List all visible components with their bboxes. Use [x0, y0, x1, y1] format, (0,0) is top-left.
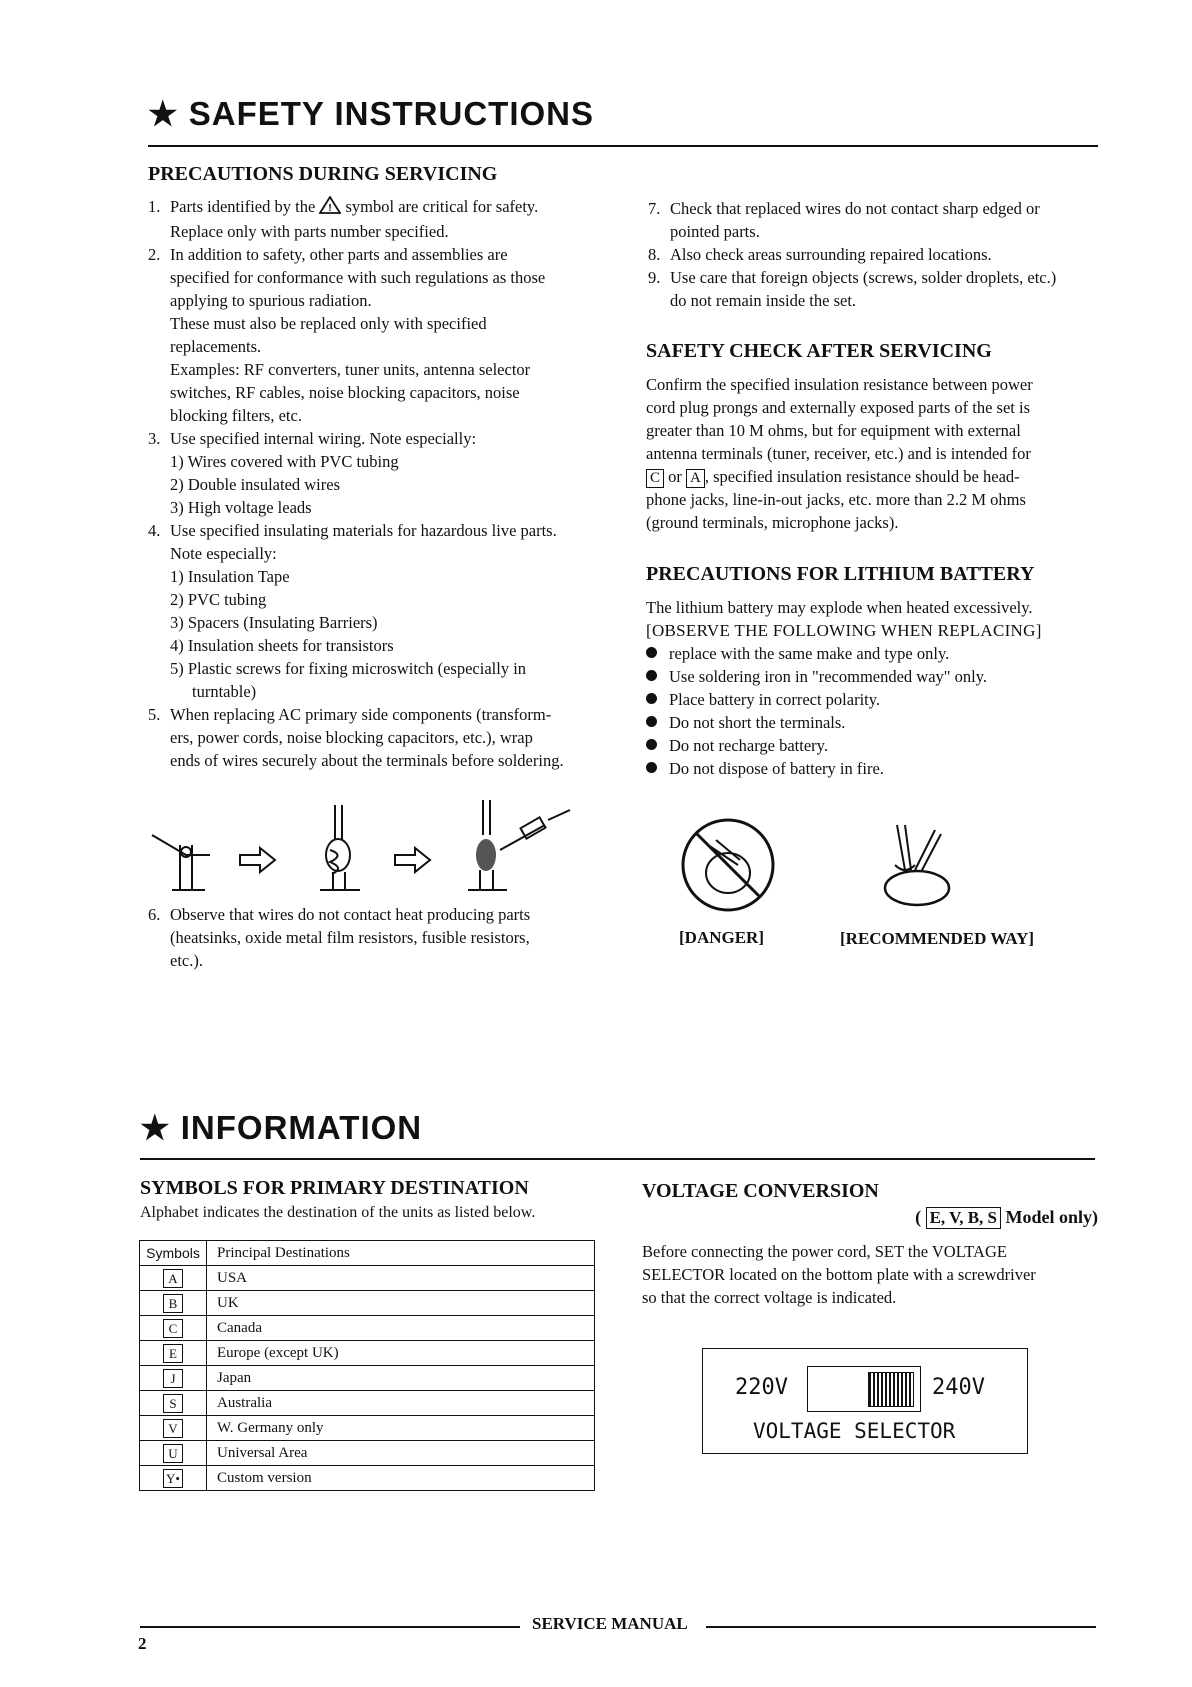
symbol-cell: V [163, 1419, 183, 1438]
destination-cell: Europe (except UK) [207, 1341, 595, 1366]
table-row [140, 1366, 595, 1391]
table-row [140, 1391, 595, 1416]
table-row [140, 1466, 595, 1491]
safety-check-body: Confirm the specified insulation resistance between power cord plug prongs and externally exposed parts of the set is greater than 10 M ohms, but for equipment with external antenna terminals (tuner, receiver, etc.) and is intended for C or A , specified insulation resistance should be head- phone jacks, line-in-out jacks, etc. more than 2.2 M ohms (ground terminals, microphone jacks). [646, 375, 1033, 532]
voltage-220-label: 220V [735, 1375, 788, 1400]
title-rule [148, 145, 1098, 147]
table-row [140, 1316, 595, 1341]
information-rule [140, 1158, 1095, 1160]
table-row [140, 1291, 595, 1316]
destination-cell: UK [207, 1291, 595, 1316]
symbol-cell: C [163, 1319, 183, 1338]
symbol-cell: A [163, 1269, 183, 1288]
symbol-box-c: C [646, 469, 664, 488]
page-number: 2 [138, 1634, 147, 1653]
voltage-heading: VOLTAGE CONVERSION [642, 1180, 879, 1202]
symbols-heading: SYMBOLS FOR PRIMARY DESTINATION [140, 1177, 529, 1199]
destination-cell: Custom version [207, 1466, 595, 1491]
precautions-list-right: 7. Check that replaced wires do not contact sharp edged or pointed parts. 8. Also check areas surrounding repaired locations. 9. Use care that foreign objects (screws, solder droplets, etc.) do not remain inside the set. [648, 199, 1057, 310]
symbol-cell: U [163, 1444, 183, 1463]
footer-rule-left [140, 1626, 520, 1628]
symbol-cell: Y• [163, 1469, 183, 1488]
symbol-cell: J [163, 1369, 183, 1388]
voltage-240-label: 240V [932, 1375, 985, 1400]
bullet-icon [646, 739, 657, 750]
safety-title: ★ SAFETY INSTRUCTIONS [148, 95, 595, 132]
col-header-destinations: Principal Destinations [207, 1241, 595, 1266]
destination-cell: W. Germany only [207, 1416, 595, 1441]
voltage-body: Before connecting the power cord, SET the VOLTAGE SELECTOR located on the bottom plate with a screwdriver so that the correct voltage is indicated. [642, 1242, 1036, 1307]
bullet-icon [646, 693, 657, 704]
lithium-heading: PRECAUTIONS FOR LITHIUM BATTERY [646, 563, 1035, 585]
model-note: ( E, V, B, S Model only) [915, 1207, 1098, 1227]
precautions-item-6: 6. Observe that wires do not contact heat producing parts (heatsinks, oxide metal film resistors, fusible resistors, etc.). [148, 905, 531, 970]
bullet-icon [646, 716, 657, 727]
information-title: ★ INFORMATION [140, 1109, 423, 1146]
destination-cell: Australia [207, 1391, 595, 1416]
footer-label: SERVICE MANUAL [532, 1614, 688, 1633]
precautions-heading: PRECAUTIONS DURING SERVICING [148, 163, 498, 185]
destination-cell: USA [207, 1266, 595, 1291]
destination-cell: Canada [207, 1316, 595, 1341]
bullet-icon [646, 670, 657, 681]
symbol-cell: B [163, 1294, 183, 1313]
table-header-row [140, 1241, 595, 1266]
bullet-icon [646, 762, 657, 773]
destination-cell: Japan [207, 1366, 595, 1391]
voltage-selector-label: VOLTAGE SELECTOR [753, 1419, 956, 1443]
footer-rule-right [706, 1626, 1096, 1628]
wire-wrapping-illustration [150, 800, 600, 900]
table-row [140, 1416, 595, 1441]
svg-text:!: ! [328, 203, 333, 214]
warning-triangle-icon [319, 196, 341, 220]
danger-prohibited-icon [678, 815, 778, 915]
lithium-body: The lithium battery may explode when heated excessively. [OBSERVE THE FOLLOWING WHEN REPLACING] replace with the same make and type only. Use soldering iron in "recommended way" only. Place battery in correct polarity. Do not short the terminals. Do not recharge battery. Do not dispose of battery in fire. [646, 598, 1042, 778]
table-row [140, 1441, 595, 1466]
voltage-selector-panel [702, 1348, 1028, 1454]
recommended-soldering-icon [875, 820, 955, 910]
symbol-box-a: A [686, 469, 705, 488]
destination-cell: Universal Area [207, 1441, 595, 1466]
safety-check-heading: SAFETY CHECK AFTER SERVICING [646, 340, 992, 362]
model-box: E, V, B, S [926, 1207, 1001, 1229]
table-row [140, 1266, 595, 1291]
precautions-list-left: 1. Parts identified by the ! symbol are critical for safety. Replace only with parts number specified. 2. In addition to safety, other parts and assemblies are specified for conformance with such regulations as those applying to spurious radiation. These must also be replaced only with specified replacements. Examples: RF converters, tuner units, antenna selector switches, RF cables, noise blocking capacitors, noise blocking filters, etc. 3. Use specified internal wiring. Note especially: 1) Wires covered with PVC tubing 2) Double insulated wires 3) High voltage leads 4. Use specified insulating materials for hazardous live parts. Note especially: 1) Insulation Tape 2) PVC tubing 3) Spacers (Insulating Barriers) 4) Insulation sheets for transistors 5) Plastic screws for fixing microswitch (especially in turntable) 5. When replacing AC primary side components (transform- ers, power cords, noise blocking capacitors, etc.), wrap ends of wires securely about the terminals before soldering. [148, 197, 564, 770]
bullet-icon [646, 647, 657, 658]
recommended-label: [RECOMMENDED WAY] [840, 929, 1035, 948]
col-header-symbols: Symbols [140, 1241, 207, 1266]
symbols-intro: Alphabet indicates the destination of the units as listed below. [140, 1204, 536, 1221]
symbol-cell: S [163, 1394, 183, 1413]
symbol-cell: E [163, 1344, 183, 1363]
switch-slider[interactable] [868, 1372, 914, 1407]
table-row [140, 1341, 595, 1366]
voltage-selector-switch[interactable] [807, 1366, 921, 1412]
danger-label: [DANGER] [679, 928, 764, 947]
destination-table [139, 1240, 595, 1491]
